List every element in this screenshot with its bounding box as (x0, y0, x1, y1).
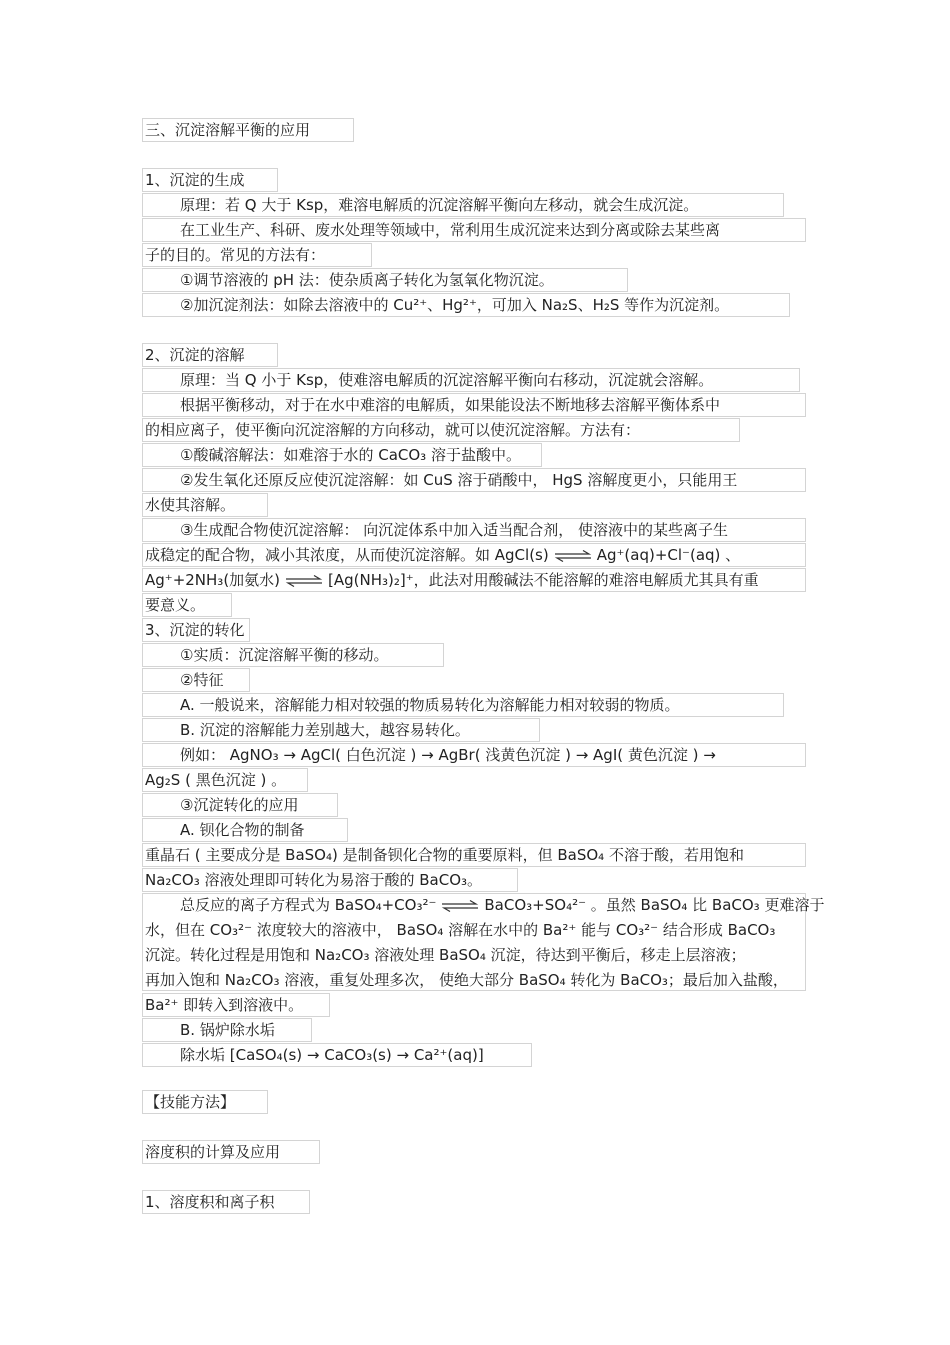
paragraph-line: B. 锅炉除水垢 (180, 1021, 275, 1039)
section-title: 三、沉淀溶解平衡的应用 (145, 121, 311, 139)
text-segment: BaCO₃+SO₄²⁻ 。虽然 BaSO₄ 比 BaCO₃ 更难溶于 (484, 896, 825, 914)
text-segment: 成稳定的配合物，减小其浓度，从而使沉淀溶解。如 AgCl(s) (145, 546, 549, 564)
paragraph-line: ①酸碱溶解法：如难溶于水的 CaCO₃ 溶于盐酸中。 (180, 446, 521, 464)
paragraph-line: 沉淀。转化过程是用饱和 Na₂CO₃ 溶液处理 BaSO₄ 沉淀，待达到平衡后，移走上层溶液； (145, 946, 746, 964)
paragraph-line (145, 570, 759, 590)
paragraph-line: ③生成配合物使沉淀溶解： 向沉淀体系中加入适当配合剂， 使溶液中的某些离子生 (180, 521, 728, 539)
paragraph-line: 例如： AgNO₃ → AgCl( 白色沉淀 ) → AgBr( 浅黄色沉淀 ) → AgI( 黄色沉淀 ) → (180, 746, 716, 764)
paragraph-line: 水使其溶解。 (145, 496, 236, 514)
paragraph-line: 子的目的。常见的方法有： (145, 246, 326, 264)
paragraph-line: ②加沉淀剂法：如除去溶液中的 Cu²⁺、Hg²⁺，可加入 Na₂S、H₂S 等作为沉淀剂。 (180, 296, 730, 314)
paragraph-line: Na₂CO₃ 溶液处理即可转化为易溶于酸的 BaCO₃。 (145, 871, 483, 889)
equilibrium-arrow-icon (553, 550, 593, 562)
text-segment: 总反应的离子方程式为 BaSO₄+CO₃²⁻ (180, 896, 437, 914)
equilibrium-arrow-icon (440, 900, 480, 912)
subsection-heading: 2、沉淀的溶解 (145, 346, 245, 364)
text-segment: Ag⁺+2NH₃(加氨水) (145, 571, 281, 589)
paragraph-line: B. 沉淀的溶解能力差别越大，越容易转化。 (180, 721, 470, 739)
paragraph-line: ①实质：沉淀溶解平衡的移动。 (180, 646, 389, 664)
paragraph-line: ①调节溶液的 pH 法：使杂质离子转化为氢氧化物沉淀。 (180, 271, 554, 289)
paragraph-line: A. 一般说来，溶解能力相对较强的物质易转化为溶解能力相对较弱的物质。 (180, 696, 680, 714)
paragraph-line (145, 545, 740, 565)
paragraph-line: 除水垢 [CaSO₄(s) → CaCO₃(s) → Ca²⁺(aq)] (180, 1046, 484, 1064)
subsection-heading: 1、沉淀的生成 (145, 171, 245, 189)
paragraph-line: 原理：若 Q 大于 Ksp，难溶电解质的沉淀溶解平衡向左移动，就会生成沉淀。 (180, 196, 699, 214)
subsection-heading: 3、沉淀的转化 (145, 621, 245, 639)
paragraph-line: 要意义。 (145, 596, 206, 614)
paragraph-line: ②特征 (180, 671, 224, 689)
paragraph-line: Ag₂S ( 黑色沉淀 ) 。 (145, 771, 287, 789)
paragraph-line: ③沉淀转化的应用 (180, 796, 299, 814)
equilibrium-arrow-icon (284, 575, 324, 587)
text-segment: [Ag(NH₃)₂]⁺，此法对用酸碱法不能溶解的难溶电解质尤其具有重 (328, 571, 759, 589)
paragraph-line: 重晶石 ( 主要成分是 BaSO₄) 是制备钡化合物的重要原料，但 BaSO₄ 不溶于酸，若用饱和 (145, 846, 744, 864)
paragraph-line: 原理：当 Q 小于 Ksp，使难溶电解质的沉淀溶解平衡向右移动，沉淀就会溶解。 (180, 371, 714, 389)
paragraph-line: ②发生氧化还原反应使沉淀溶解：如 CuS 溶于硝酸中， HgS 溶解度更小，只能用王 (180, 471, 738, 489)
paragraph-line: Ba²⁺ 即转入到溶液中。 (145, 996, 304, 1014)
paragraph-line: 根据平衡移动，对于在水中难溶的电解质，如果能设法不断地移去溶解平衡体系中 (180, 396, 721, 414)
paragraph-line: 在工业生产、科研、废水处理等领域中，常利用生成沉淀来达到分离或除去某些离 (180, 221, 721, 239)
paragraph-line (180, 895, 824, 915)
subsection-heading: 溶度积的计算及应用 (145, 1143, 281, 1161)
paragraph-line: 的相应离子，使平衡向沉淀溶解的方向移动，就可以使沉淀溶解。方法有： (145, 421, 641, 439)
subsection-heading: 1、溶度积和离子积 (145, 1193, 275, 1211)
text-segment: Ag⁺(aq)+Cl⁻(aq) 、 (596, 546, 741, 564)
paragraph-line: A. 钡化合物的制备 (180, 821, 305, 839)
paragraph-line: 水，但在 CO₃²⁻ 浓度较大的溶液中， BaSO₄ 溶解在水中的 Ba²⁺ 能与 CO₃²⁻ 结合形成 BaCO₃ (145, 921, 776, 939)
paragraph-line: 再加入饱和 Na₂CO₃ 溶液，重复处理多次， 使绝大部分 BaSO₄ 转化为 BaCO₃；最后加入盐酸， (145, 971, 788, 989)
skills-heading: 【技能方法】 (145, 1093, 236, 1111)
